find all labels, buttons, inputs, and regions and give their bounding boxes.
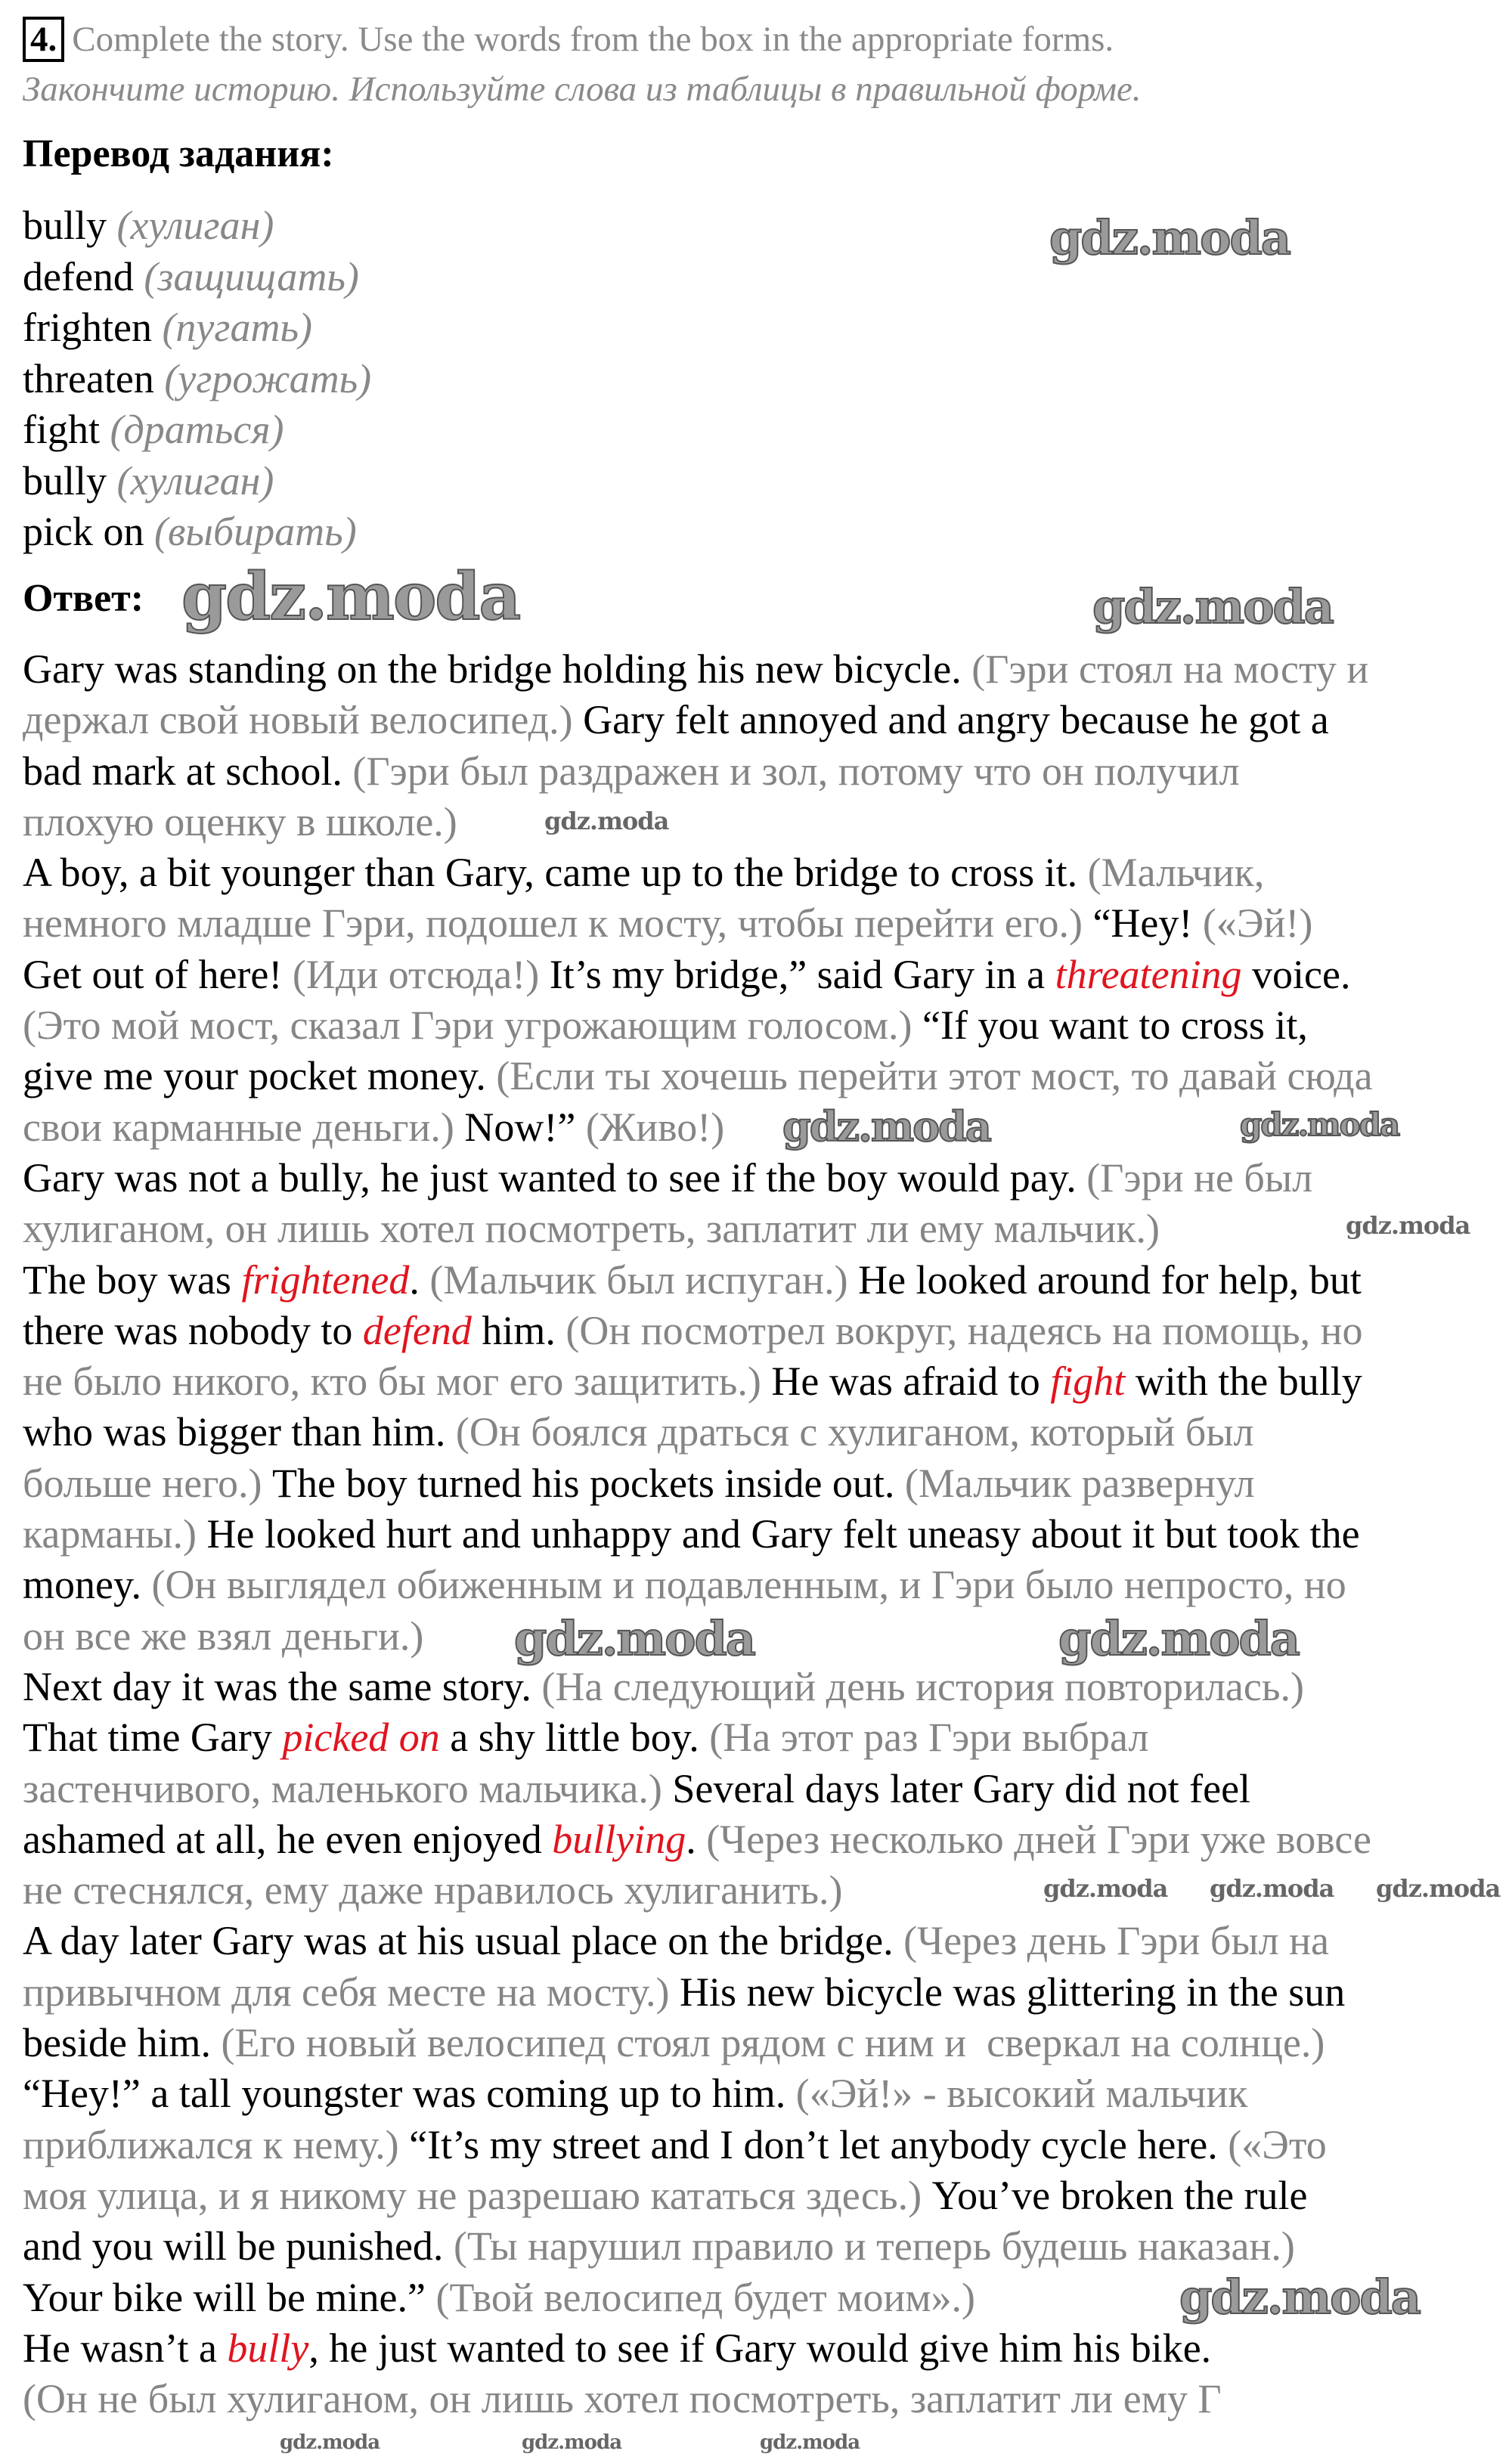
russian-translation: (Гэри не был xyxy=(1086,1154,1313,1201)
story-line xyxy=(23,1407,1373,1458)
story-line xyxy=(23,2068,1373,2119)
story-line xyxy=(23,1000,1373,1051)
russian-translation: свои карманные деньги.) xyxy=(23,1104,465,1150)
english-text: Gary was standing on the bridge holding his new bicycle. xyxy=(23,646,972,692)
watermark: gdz.moda xyxy=(760,2431,860,2454)
story-line xyxy=(23,1102,1373,1153)
vocab-word: threaten xyxy=(23,355,154,401)
vocab-translation: (драться) xyxy=(110,407,284,452)
russian-translation: приближался к нему.) xyxy=(23,2121,410,2167)
russian-translation: (Твой велосипед будет моим».) xyxy=(435,2274,975,2320)
english-text: ashamed at all, he even enjoyed xyxy=(23,1816,553,1862)
story-line xyxy=(23,2273,1373,2323)
english-text: His new bicycle was glittering in the sun xyxy=(679,1969,1346,2015)
story-line xyxy=(23,1153,1373,1204)
russian-translation: (Мальчик развернул xyxy=(904,1460,1255,1506)
russian-translation: («Эй!) xyxy=(1202,900,1313,947)
story-line xyxy=(23,898,1373,949)
vocab-translation: (пугать) xyxy=(162,305,313,350)
english-text: It’s my bridge,” said Gary in a xyxy=(549,951,1055,997)
russian-translation: (Ты нарушил правило и теперь будешь наказан.) xyxy=(453,2223,1295,2269)
russian-translation: (Если ты хочешь перейти этот мост, то давай сюда xyxy=(496,1053,1373,1099)
story-line xyxy=(23,1306,1373,1356)
story-line xyxy=(23,1204,1373,1254)
russian-translation: карманы.) xyxy=(23,1511,207,1557)
exercise-instruction-ru: Закончите историю. Используйте слова из таблицы в правильной форме. xyxy=(23,70,1142,109)
story-text xyxy=(23,644,1373,2424)
english-text: Now!” xyxy=(464,1104,586,1150)
russian-translation: (На следующий день история повторилась.) xyxy=(541,1663,1304,1709)
story-line xyxy=(23,1458,1373,1509)
instruction-en-text: Complete the story. Use the words from the box in the appropriate forms. xyxy=(72,20,1114,59)
english-text: Your bike will be mine.” xyxy=(23,2274,436,2320)
russian-translation: («Эй!» - высокий мальчик xyxy=(795,2071,1248,2117)
story-line xyxy=(23,797,1373,847)
watermark: gdz.moda xyxy=(280,2431,380,2454)
russian-translation: немного младше Гэри, подошел к мосту, чтобы перейти его.) xyxy=(23,900,1093,947)
answer-word: fight xyxy=(1050,1359,1126,1405)
russian-translation: (Иди отсюда!) xyxy=(292,951,550,997)
story-line xyxy=(23,1712,1373,1763)
story-line xyxy=(23,1967,1373,2018)
russian-translation: (Мальчик был испуган.) xyxy=(429,1256,859,1303)
english-text: “Hey!” a tall youngster was coming up to him. xyxy=(23,2071,796,2117)
english-text: A boy, a bit younger than Gary, came up to the bridge to cross it. xyxy=(23,850,1088,896)
answer-word: threatening xyxy=(1055,951,1242,997)
answer-word: bully xyxy=(227,2325,309,2371)
exercise-instruction-en xyxy=(23,17,1114,62)
story-line xyxy=(23,1560,1373,1610)
russian-translation: держал свой новый велосипед.) xyxy=(23,697,584,743)
english-text: and you will be punished. xyxy=(23,2223,454,2269)
russian-translation: (Он выглядел обиженным и подавленным, и Гэри было непросто, но xyxy=(151,1562,1346,1608)
vocab-word: bully xyxy=(23,203,107,248)
english-text: with the bully xyxy=(1125,1359,1362,1405)
vocab-item xyxy=(23,404,371,456)
russian-translation: (Гэри стоял на мосту и xyxy=(971,646,1369,692)
english-text: “If you want to cross it, xyxy=(922,1002,1308,1049)
story-line xyxy=(23,695,1373,745)
english-text: . xyxy=(686,1816,707,1862)
story-line xyxy=(23,2323,1373,2374)
russian-translation: хулиганом, он лишь хотел посмотреть, заплатит ли ему мальчик.) xyxy=(23,1206,1160,1252)
english-text: Next day it was the same story. xyxy=(23,1663,542,1709)
watermark: gdz.moda xyxy=(1049,210,1290,265)
vocab-translation: (хулиган) xyxy=(116,203,274,248)
russian-translation: (Его новый велосипед стоял рядом с ним и сверкал на солнце.) xyxy=(221,2020,1325,2066)
watermark: gdz.moda xyxy=(1179,2269,1420,2325)
watermark: gdz.moda xyxy=(514,1611,754,1666)
russian-translation: больше него.) xyxy=(23,1460,273,1506)
vocab-word: defend xyxy=(23,253,134,299)
story-line xyxy=(23,2374,1373,2424)
story-line xyxy=(23,2120,1373,2170)
story-line xyxy=(23,2221,1373,2272)
watermark: gdz.moda xyxy=(1376,1874,1501,1903)
exercise-number: 4. xyxy=(23,17,64,62)
watermark: gdz.moda xyxy=(1058,1611,1299,1666)
english-text: voice. xyxy=(1241,951,1351,997)
english-text: give me your pocket money. xyxy=(23,1053,497,1099)
english-text: “Hey! xyxy=(1092,900,1203,947)
russian-translation: привычном для себя месте на мосту.) xyxy=(23,1969,680,2015)
english-text: That time Gary xyxy=(23,1715,283,1761)
story-line xyxy=(23,1865,1373,1916)
watermark: gdz.moda xyxy=(181,559,520,635)
english-text: who was bigger than him. xyxy=(23,1409,456,1455)
watermark: gdz.moda xyxy=(1346,1211,1470,1240)
watermark: gdz.moda xyxy=(1210,1874,1334,1903)
answer-word: defend xyxy=(362,1307,472,1353)
english-text: there was nobody to xyxy=(23,1307,363,1353)
russian-translation: не было никого, кто бы мог его защитить.) xyxy=(23,1359,772,1405)
story-line xyxy=(23,1509,1373,1560)
english-text: He was afraid to xyxy=(771,1359,1051,1405)
english-text: Gary was not a bully, he just wanted to see if the boy would pay. xyxy=(23,1154,1087,1201)
story-line xyxy=(23,1916,1373,1966)
story-line xyxy=(23,1051,1373,1101)
russian-translation: (Он посмотрел вокруг, надеясь на помощь, но xyxy=(565,1307,1363,1353)
vocab-translation: (угрожать) xyxy=(164,355,372,401)
translation-title: Перевод задания: xyxy=(23,132,334,175)
story-line xyxy=(23,644,1373,695)
answer-word: frightened xyxy=(241,1256,410,1303)
russian-translation: (Через несколько дней Гэри уже вовсе xyxy=(706,1816,1372,1862)
vocab-translation: (защищать) xyxy=(144,253,359,299)
russian-translation: (На этот раз Гэри выбрал xyxy=(709,1715,1149,1761)
english-text: He wasn’t a xyxy=(23,2325,228,2371)
russian-translation: («Это xyxy=(1228,2121,1327,2167)
english-text: him. xyxy=(471,1307,566,1353)
english-text: beside him. xyxy=(23,2020,222,2066)
story-line xyxy=(23,950,1373,1000)
story-line xyxy=(23,1356,1373,1407)
russian-translation: (Он боялся драться с хулиганом, который был xyxy=(455,1409,1254,1455)
english-text: a shy little boy. xyxy=(439,1715,710,1761)
watermark: gdz.moda xyxy=(782,1102,990,1151)
story-line xyxy=(23,1814,1373,1865)
english-text: Gary felt annoyed and angry because he got a xyxy=(583,697,1329,743)
watermark: gdz.moda xyxy=(522,2431,622,2454)
watermark: gdz.moda xyxy=(1043,1874,1168,1903)
russian-translation: плохую оценку в школе.) xyxy=(23,798,457,844)
russian-translation: (Он не был хулиганом, он лишь хотел посмотреть, заплатит ли ему Г xyxy=(23,2376,1222,2422)
english-text: bad mark at school. xyxy=(23,748,353,794)
watermark: gdz.moda xyxy=(1240,1106,1399,1143)
answer-label: Ответ: xyxy=(23,577,144,620)
story-line xyxy=(23,847,1373,898)
vocab-list xyxy=(23,200,371,558)
russian-translation: (Через день Гэри был на xyxy=(903,1918,1329,1964)
english-text: The boy turned his pockets inside out. xyxy=(272,1460,905,1506)
story-line xyxy=(23,2170,1373,2221)
english-text: You’ve broken the rule xyxy=(931,2172,1308,2218)
english-text: money. xyxy=(23,1562,152,1608)
story-line xyxy=(23,2018,1373,2068)
english-text: He looked around for help, but xyxy=(858,1256,1362,1303)
russian-translation: он все же взял деньги.) xyxy=(23,1613,424,1659)
story-line xyxy=(23,1764,1373,1814)
story-line xyxy=(23,1255,1373,1306)
english-text: , he just wanted to see if Gary would give him his bike. xyxy=(308,2325,1212,2371)
english-text: He looked hurt and unhappy and Gary felt uneasy about it but took the xyxy=(206,1511,1360,1557)
story-line xyxy=(23,1662,1373,1712)
vocab-translation: (хулиган) xyxy=(116,457,274,503)
vocab-item xyxy=(23,456,371,507)
vocab-item xyxy=(23,354,371,405)
english-text: The boy was xyxy=(23,1256,242,1303)
russian-translation: (Мальчик, xyxy=(1087,850,1265,896)
story-line xyxy=(23,746,1373,797)
watermark: gdz.moda xyxy=(544,807,669,835)
russian-translation: (Гэри был раздражен и зол, потому что он получил xyxy=(352,748,1240,794)
watermark: gdz.moda xyxy=(1092,579,1333,634)
vocab-word: frighten xyxy=(23,305,152,350)
russian-translation: моя улица, и я никому не разрешаю кататься здесь.) xyxy=(23,2172,932,2218)
russian-translation: (Живо!) xyxy=(585,1104,725,1150)
vocab-item xyxy=(23,507,371,558)
english-text: . xyxy=(409,1256,430,1303)
vocab-translation: (выбирать) xyxy=(153,509,357,554)
vocab-word: fight xyxy=(23,407,100,452)
russian-translation: (Это мой мост, сказал Гэри угрожающим голосом.) xyxy=(23,1002,923,1049)
vocab-word: pick on xyxy=(23,509,144,554)
english-text: Get out of here! xyxy=(23,951,293,997)
vocab-item xyxy=(23,302,371,354)
russian-translation: застенчивого, маленького мальчика.) xyxy=(23,1765,673,1811)
answer-word: picked on xyxy=(282,1715,440,1761)
vocab-word: bully xyxy=(23,457,107,503)
english-text: A day later Gary was at his usual place on the bridge. xyxy=(23,1918,904,1964)
answer-word: bullying xyxy=(552,1816,686,1862)
russian-translation: не стеснялся, ему даже нравилось хулиганить.) xyxy=(23,1867,843,1913)
english-text: Several days later Gary did not feel xyxy=(672,1765,1251,1811)
english-text: “It’s my street and I don’t let anybody cycle here. xyxy=(409,2121,1228,2167)
vocab-item xyxy=(23,252,371,303)
vocab-item xyxy=(23,200,371,252)
